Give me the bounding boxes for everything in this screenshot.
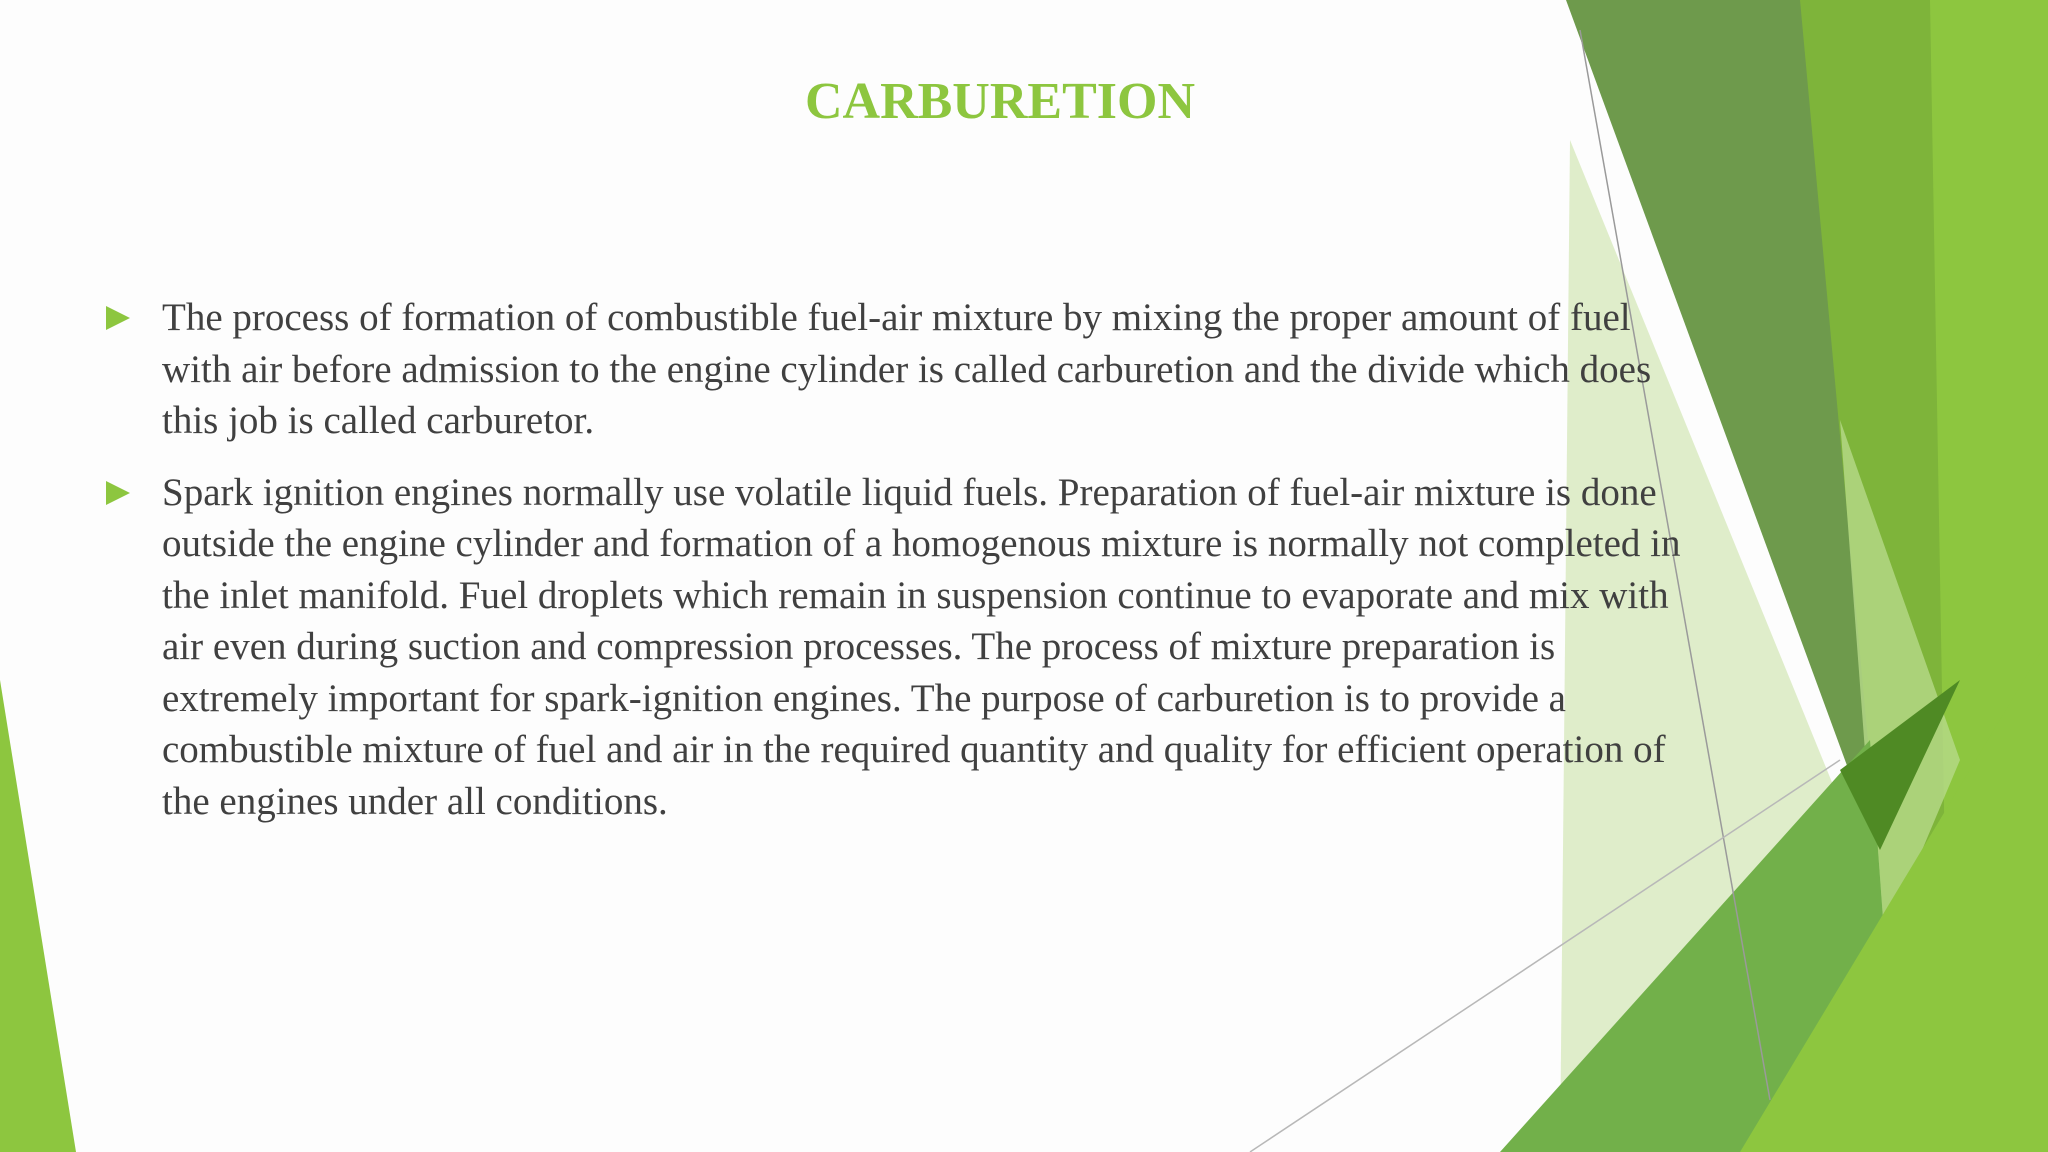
bullet-item xyxy=(104,467,1684,828)
bullet-item xyxy=(104,292,1684,447)
triangle-right-icon xyxy=(106,481,130,505)
bullet-text: Spark ignition engines normally use volatile liquid fuels. Preparation of fuel-air mixture is done outside the engine cylinder and formation of a homogenous mixture is normally not completed in the inlet manifold. Fuel droplets which remain in suspension continue to evaporate and mix with air even during suction and compression processes. The process of mixture preparation is extremely important for spark-ignition engines. The purpose of carburetion is to provide a combustible mixture of fuel and air in the required quantity and quality for efficient operation of the engines under all conditions. xyxy=(162,470,1681,823)
triangle-right-icon xyxy=(106,306,130,330)
left-green-sliver xyxy=(0,680,76,1152)
bullet-text: The process of formation of combustible fuel-air mixture by mixing the proper amount of fuel with air before admission to the engine cylinder is called carburetion and the divide which does this job is called carburetor. xyxy=(162,296,1652,442)
bullet-list xyxy=(104,292,1684,847)
slide-title: CARBURETION xyxy=(804,73,1196,130)
